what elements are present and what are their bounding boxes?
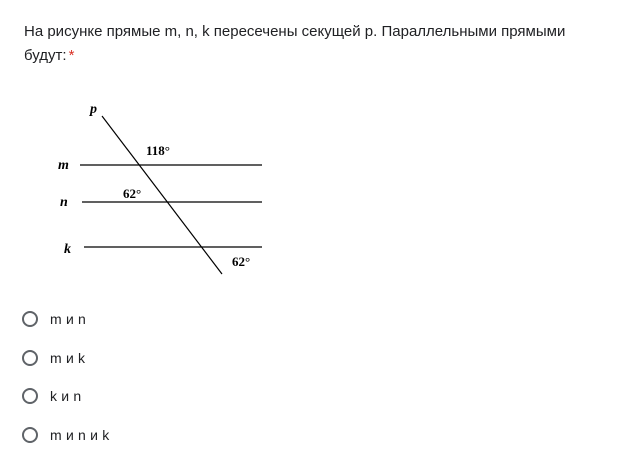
question-text [24, 20, 604, 68]
angle-label-top: 118° [146, 143, 170, 158]
option-label: m и n и k [50, 426, 110, 443]
label-p: p [90, 102, 97, 117]
question-title: На рисунке прямые m, n, k пересечены секущей p. Параллельными прямыми будут: [24, 23, 566, 64]
radio-button[interactable] [22, 388, 38, 404]
option-2[interactable] [22, 339, 109, 378]
option-3[interactable] [22, 377, 109, 416]
label-n: n [60, 195, 68, 210]
option-4[interactable] [22, 416, 109, 455]
option-1[interactable] [22, 300, 109, 339]
option-label: m и n [50, 311, 87, 328]
option-label: k и n [50, 388, 82, 405]
label-m: m [58, 158, 69, 173]
answer-options [22, 300, 109, 454]
radio-button[interactable] [22, 427, 38, 443]
line-p [102, 116, 222, 274]
radio-button[interactable] [22, 350, 38, 366]
required-asterisk: * [68, 47, 75, 64]
angle-label-middle: 62° [123, 186, 142, 201]
angle-label-bottom: 62° [232, 254, 251, 269]
lines-diagram [52, 98, 272, 283]
option-label: m и k [50, 349, 86, 366]
label-k: k [64, 242, 71, 257]
geometry-figure [52, 98, 272, 288]
radio-button[interactable] [22, 311, 38, 327]
